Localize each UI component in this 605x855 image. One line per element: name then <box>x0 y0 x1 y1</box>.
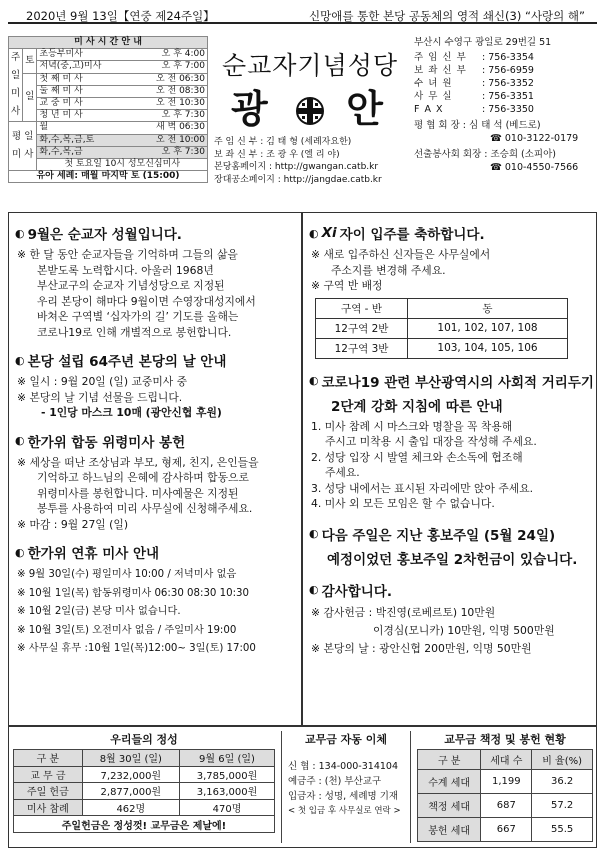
mass-row <box>37 134 208 146</box>
section-heading <box>309 223 596 243</box>
table-row <box>418 770 593 794</box>
mass-row <box>37 146 208 158</box>
mass-time: 오 전 08:30 <box>155 85 205 96</box>
mass-day: 화,수,목,금,토 <box>39 134 95 145</box>
section-heading-2: 예정이었던 홍보주일 2차헌금이 있습니다. <box>327 551 578 568</box>
sat-label: 토 <box>23 49 37 73</box>
section-title: 9월은 순교자 성월입니다. <box>27 227 182 243</box>
parish-name-first: 광 <box>231 86 274 131</box>
table-cell: 미사 참례 <box>14 799 83 816</box>
mass-row <box>37 61 208 73</box>
district-table <box>315 298 568 359</box>
text-line: ※ 한 달 동안 순교자들을 기억하며 그들의 삶을 <box>17 248 238 261</box>
contact-row <box>414 51 599 64</box>
section-title: 자이 입주를 축하합니다. <box>339 227 485 243</box>
contact-value: : 756-6959 <box>482 65 534 76</box>
parish-subtitle: 순교자기념성당 <box>221 51 399 80</box>
mass-name: 초등부미사 <box>39 49 83 60</box>
table-cell: 수계 세대 <box>418 770 481 794</box>
text-line: 바쳐온 구역별 ‘십자가의 길’ 기도를 올해는 <box>37 310 239 323</box>
section-heading-2: 2단계 강화 지침에 따른 안내 <box>331 398 503 415</box>
table-cell: 주일 헌금 <box>14 783 83 800</box>
table-header: 8월 30일 (일) <box>82 750 179 767</box>
mass-time: 새 벽 06:30 <box>155 122 205 133</box>
table-cell: 교 무 금 <box>14 766 83 783</box>
text-line: 위령미사를 봉헌합니다. 미사예물은 지정된 <box>37 486 239 500</box>
mass-schedule-table <box>8 36 208 183</box>
section-body <box>17 374 301 421</box>
table-cell: 3,785,000원 <box>179 766 274 783</box>
mass-day: 첫 토요일 10시 성모신심미사 <box>64 158 181 169</box>
table-header: 비 율(%) <box>532 750 593 770</box>
section-heading <box>309 524 596 544</box>
mass-time: 오 후 7:30 <box>161 146 205 157</box>
mass-name: 첫 째 미 사 <box>39 73 83 84</box>
section-heading <box>309 371 596 391</box>
mass-row <box>37 85 208 97</box>
mass-name: 둘 째 미 사 <box>39 85 83 96</box>
bullet-icon: ◐ <box>309 583 319 596</box>
text-line: ※ 본당의 날 기념 선물을 드립니다. <box>17 390 183 404</box>
service-president: 선출봉사회 회장 : 조승희 (소피아) <box>414 149 556 160</box>
section-heading <box>309 580 596 600</box>
text-line: 1. 미사 참례 시 마스크와 명찰을 꼭 착용해 <box>311 419 513 433</box>
parish-title-block <box>212 36 408 204</box>
table-cell: 101, 102, 107, 108 <box>408 318 568 338</box>
text-line: ※ 새로 입주하신 신자들은 사무실에서 <box>311 248 491 261</box>
text-line: ※ 일시 : 9월 20일 (일) 교중미사 중 <box>17 375 188 388</box>
right-column <box>302 212 597 726</box>
bullet-icon: ◐ <box>15 226 25 240</box>
table-cell: 55.5 <box>532 818 593 842</box>
table-cell: 470명 <box>179 799 274 816</box>
table-cell: 3,163,000원 <box>179 783 274 800</box>
text-line: ※ 구역 반 배정 <box>311 279 383 292</box>
bullet-icon: ◐ <box>309 527 319 540</box>
table-header: 세대 수 <box>481 750 532 770</box>
section-title: 한가위 합동 위령미사 봉헌 <box>27 434 186 451</box>
parish-name <box>212 78 408 135</box>
text-line: ※ 세상을 떠난 조상님과 부모, 형제, 친지, 은인들을 <box>17 455 259 469</box>
section-body <box>17 455 301 533</box>
bullet-icon: ◐ <box>309 226 319 240</box>
bottom-panel <box>8 726 597 848</box>
table-cell: 7,232,000원 <box>82 766 179 783</box>
mass-row <box>37 73 208 85</box>
council-president: 평 협 회 장 : 심 태 석 (베드로) <box>414 120 541 131</box>
table-cell: 12구역 3반 <box>316 338 408 358</box>
table-cell: 103, 104, 105, 106 <box>408 338 568 358</box>
tithe-title: 교무금 책정 및 봉헌 현황 <box>444 733 566 746</box>
table-cell: 667 <box>481 818 532 842</box>
mass-row <box>37 122 208 134</box>
cross-emblem-icon <box>295 90 325 135</box>
bullet-icon: ◐ <box>15 434 25 447</box>
section-heading <box>15 431 301 451</box>
table-row <box>316 318 568 338</box>
section-body <box>311 419 596 512</box>
text-line: 봉투를 사용하여 미리 사무실에 신청해주세요. <box>37 502 253 515</box>
section-heading <box>15 223 301 243</box>
president-phone-number: 010-3122-0179 <box>504 133 579 144</box>
text-line: 신 협 : 134-000-314104 <box>288 761 399 772</box>
text-line: 입금자 : 성명, 세례명 기재 <box>288 791 399 802</box>
text-line: 이경심(모니카) 10만원, 익명 500만원 <box>373 623 555 637</box>
section-title: 본당 설립 64주년 본당의 날 안내 <box>27 354 227 370</box>
mass-day: 화,수,목,금 <box>39 146 83 157</box>
mass-row <box>37 49 208 61</box>
table-row <box>418 818 593 842</box>
infant-baptism: 유아 세례: 매월 마지막 토 (15:00) <box>9 171 208 183</box>
mass-time: 오 전 10:30 <box>155 98 205 109</box>
text-line: 4. 미사 외 모든 모임은 할 수 없습니다. <box>311 497 495 510</box>
text-line: - 1인당 마스크 10매 (광안신협 후원) <box>41 406 222 419</box>
header-bar <box>8 6 597 24</box>
text-line: ※ 사무실 휴무 :10월 1일(목)12:00~ 3일(토) 17:00 <box>17 643 256 654</box>
offering-block <box>13 731 275 833</box>
offering-table <box>13 749 275 833</box>
bullet-icon: ◐ <box>309 374 319 387</box>
text-line: 본받도록 노력합시다. 아울러 1968년 <box>37 263 214 277</box>
contact-value: : 756-3352 <box>482 78 534 89</box>
pastor-line: 주 임 신 부 : 김 태 형 (세례자요한) <box>214 137 352 147</box>
text-line: 3. 성당 내에서는 표시된 자리에만 앉아 주세요. <box>311 481 534 495</box>
mass-time: 오 후 4:00 <box>161 49 205 60</box>
mass-row <box>37 97 208 109</box>
tithe-table <box>417 749 593 842</box>
table-header: 9월 6일 (일) <box>179 750 274 767</box>
phone-icon: ☎ <box>490 133 505 144</box>
sun-label: 일 <box>23 73 37 122</box>
text-line: 주세요. <box>325 466 360 479</box>
section-body <box>311 604 596 658</box>
text-line: ※ 9월 30일(수) 평일미사 10:00 / 저녁미사 없음 <box>17 569 237 580</box>
table-row <box>14 799 275 816</box>
sunday-mass-label: 주 일 미 사 <box>9 49 23 122</box>
text-line: 2. 성당 입장 시 발열 체크와 손소독에 협조해 <box>311 450 523 464</box>
president-phone <box>414 132 599 145</box>
text-line: ※ 감사헌금 : 박진영(로베르토) 10만원 <box>311 605 496 619</box>
table-header: 구 분 <box>418 750 481 770</box>
offering-title: 우리들의 정성 <box>110 733 178 746</box>
parish-staff <box>214 136 382 186</box>
table-row <box>418 794 593 818</box>
contact-row <box>414 103 599 116</box>
mass-name: 청 년 미 사 <box>39 110 83 121</box>
service-phone-number: 010-4550-7566 <box>504 162 579 173</box>
section-title: 한가위 연휴 미사 안내 <box>27 546 160 562</box>
mass-time: 오 전 06:30 <box>155 73 205 84</box>
xi-logo-icon: Xi <box>321 225 337 241</box>
homepage-link[interactable]: 본당홈페이지 : http://gwangan.catb.kr <box>214 162 379 172</box>
text-line: 주소지를 변경해 주세요. <box>331 263 446 277</box>
mass-day: 월 <box>39 122 49 133</box>
mass-time: 오 후 7:30 <box>161 110 205 121</box>
section-title: 감사합니다. <box>321 583 392 600</box>
bullet-icon: ◐ <box>15 545 25 559</box>
section-heading <box>15 542 301 562</box>
mass-name: 교 중 미 사 <box>39 98 83 109</box>
auto-transfer-info <box>282 749 410 819</box>
weekday-mass-label: 평 일 미 사 <box>9 122 37 171</box>
table-header: 동 <box>408 298 568 318</box>
auto-transfer-title: 교무금 자동 이체 <box>304 733 388 746</box>
section-title: 코로나19 관련 부산광역시의 사회적 거리두기 <box>321 374 594 391</box>
bullet-icon: ◐ <box>15 353 25 367</box>
table-cell: 1,199 <box>481 770 532 794</box>
table-cell: 462명 <box>82 799 179 816</box>
text-line: 코로나19로 인해 개별적으로 봉헌합니다. <box>37 325 232 339</box>
contact-key: F A X <box>414 104 444 115</box>
mass-row <box>37 110 208 122</box>
table-cell: 2,877,000원 <box>82 783 179 800</box>
service-phone <box>414 161 599 174</box>
mass-row <box>37 158 208 170</box>
date-label: 2020년 9월 13일【연중 제24주일】 <box>26 9 215 23</box>
mass-title: 미 사 시 간 안 내 <box>9 37 208 49</box>
jangdae-link[interactable]: 장대공소페이지 : http://jangdae.catb.kr <box>214 174 382 185</box>
table-cell: 봉헌 세대 <box>418 818 481 842</box>
contact-key: 주 임 신 부 <box>414 52 467 63</box>
text-line: ※ 마감 : 9월 27일 (일) <box>17 517 129 531</box>
assistant-line: 보 좌 신 부 : 조 광 우 (엘 리 야) <box>214 149 340 160</box>
mass-time: 오 후 7:00 <box>161 61 205 72</box>
text-line: ※ 본당의 날 : 광안신협 200만원, 익명 50만원 <box>311 641 532 655</box>
text-line: ※ 10월 1일(목) 합동위령미사 06:30 08:30 10:30 <box>17 587 250 599</box>
text-line: 주시고 미착용 시 출입 대장을 작성해 주세요. <box>325 435 537 448</box>
table-row <box>316 338 568 358</box>
contact-key: 보 좌 신 부 <box>414 65 467 76</box>
table-cell: 57.2 <box>532 794 593 818</box>
parish-name-second: 안 <box>346 86 389 131</box>
section-body <box>311 247 596 294</box>
table-header: 구 분 <box>14 750 83 767</box>
auto-transfer-block <box>281 731 411 843</box>
tithe-status-block <box>417 731 593 842</box>
theme-label: 신망애를 통한 본당 공동체의 영적 쇄신(3) “사랑의 해” <box>309 9 585 23</box>
section-body <box>17 247 301 340</box>
mass-time: 오 전 10:00 <box>155 134 205 145</box>
text-line: 우리 본당이 해마다 9월이면 수영장대성지에서 <box>37 294 256 308</box>
contact-value: : 756-3350 <box>482 104 534 115</box>
table-cell: 12구역 2반 <box>316 318 408 338</box>
left-column <box>8 212 302 726</box>
contact-key: 사 무 실 <box>414 91 453 102</box>
table-header: 구역 - 반 <box>316 298 408 318</box>
text-line: 부산교구의 순교자 기념성당으로 지정된 <box>37 279 225 292</box>
mass-name: 저녁(중,고)미사 <box>39 61 102 72</box>
table-cell: 687 <box>481 794 532 818</box>
table-row <box>14 783 275 800</box>
section-heading <box>15 350 301 370</box>
table-row <box>14 766 275 783</box>
contact-value: : 756-3351 <box>482 91 534 102</box>
phone-icon: ☎ <box>490 162 505 173</box>
text-line: 기억하고 하느님의 은혜에 감사하며 합동으로 <box>37 471 249 484</box>
contact-row <box>414 64 599 77</box>
contact-block <box>414 36 599 174</box>
table-cell: 36.2 <box>532 770 593 794</box>
text-line: ※ 10월 3일(토) 오전미사 없음 / 주일미사 19:00 <box>17 624 237 636</box>
section-body <box>17 566 301 659</box>
offering-note: 주일헌금은 정성껏! 교무금은 제날에! <box>14 816 275 833</box>
table-cell: 책정 세대 <box>418 794 481 818</box>
contact-row <box>414 77 599 90</box>
contact-value: : 756-3354 <box>482 52 534 63</box>
text-line: < 첫 입금 후 사무실로 연락 > <box>288 806 401 816</box>
text-line: 예금주 : (천) 부산교구 <box>288 776 382 787</box>
contact-row <box>414 90 599 103</box>
contact-key: 수 녀 원 <box>414 78 453 89</box>
address: 부산시 수영구 광일로 29번길 51 <box>414 37 552 48</box>
text-line: ※ 10월 2일(금) 본당 미사 없습니다. <box>17 606 181 617</box>
section-title: 다음 주일은 지난 홍보주일 (5월 24일) <box>321 527 556 544</box>
